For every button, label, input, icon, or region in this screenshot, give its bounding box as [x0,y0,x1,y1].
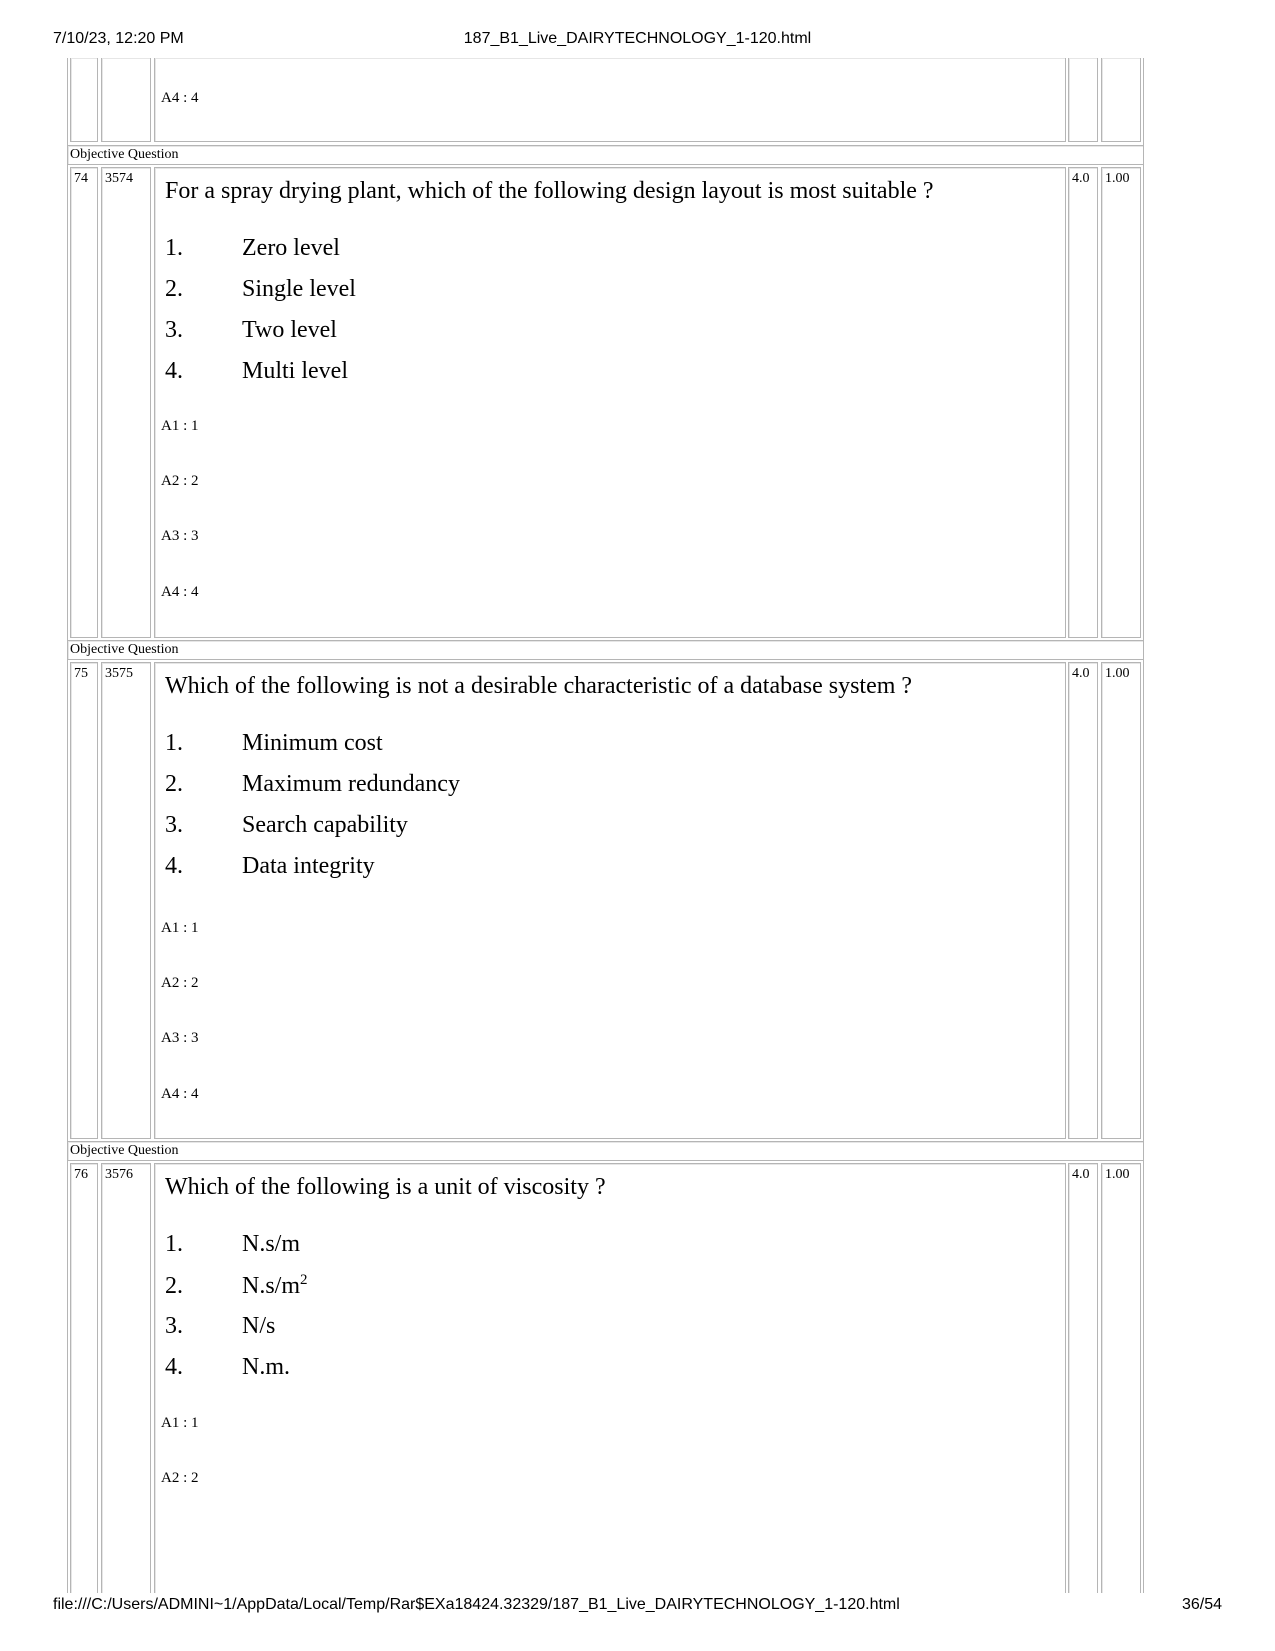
negative-marks-cell [1101,662,1141,1139]
answer-a3: A3 : 3 [161,528,199,544]
option-number: 1. [165,730,183,756]
option-text: N.m. [242,1354,290,1380]
option-number: 3. [165,812,183,838]
sno-cell [70,662,98,1139]
option-1 [165,730,383,757]
serial-number: 74 [74,171,88,186]
question-type-row [67,145,1144,165]
option-text: Search capability [242,812,408,838]
answer-a2: A2 : 2 [161,473,199,489]
question-type-row [67,1141,1144,1161]
option-number: 4. [165,358,183,384]
answer-a1: A1 : 1 [161,1415,199,1431]
answer-a2: A2 : 2 [161,975,199,991]
option-3 [165,317,337,344]
option-text: Minimum cost [242,730,383,756]
marks-cell [1068,662,1098,1139]
option-1 [165,235,340,262]
prev-sno-cell [70,58,98,142]
print-datetime: 7/10/23, 12:20 PM [53,30,184,47]
question-id: 3575 [105,666,133,681]
prev-answer-a4: A4 : 4 [161,90,199,106]
option-2 [165,1272,308,1300]
answer-a1: A1 : 1 [161,418,199,434]
option-number: 2. [165,771,183,797]
serial-number: 75 [74,666,88,681]
negative-marks-value: 1.00 [1105,666,1130,681]
marks-value: 4.0 [1072,666,1090,681]
option-4 [165,1354,290,1381]
option-2 [165,771,460,798]
document-title: 187_B1_Live_DAIRYTECHNOLOGY_1-120.html [463,30,812,47]
option-2 [165,276,356,303]
question-cell [154,1163,1066,1593]
question-type-label: Objective Question [70,1143,179,1158]
option-number: 2. [165,276,183,302]
answer-a1: A1 : 1 [161,920,199,936]
qid-cell [101,167,151,638]
option-number: 3. [165,317,183,343]
option-text: Zero level [242,235,340,261]
question-type-row [67,640,1144,660]
qid-cell [101,662,151,1139]
option-3 [165,812,408,839]
negative-marks-value: 1.00 [1105,1167,1130,1182]
prev-negative-cell [1101,58,1141,142]
serial-number: 76 [74,1167,88,1182]
marks-value: 4.0 [1072,1167,1090,1182]
option-text: N.s/m [242,1273,301,1299]
print-footer [0,1596,1275,1618]
option-4 [165,358,348,385]
question-text: Which of the following is a unit of viscosity ? [165,1174,606,1200]
prev-question-cell [154,58,1066,142]
prev-marks-cell [1068,58,1098,142]
option-number: 1. [165,235,183,261]
marks-value: 4.0 [1072,171,1090,186]
question-type-label: Objective Question [70,642,179,657]
question-cell [154,662,1066,1139]
marks-cell [1068,167,1098,638]
negative-marks-cell [1101,167,1141,638]
prev-qid-cell [101,58,151,142]
print-header [0,30,1275,52]
option-4 [165,853,375,880]
option-text: Single level [242,276,356,302]
option-text: Two level [242,317,337,343]
option-number: 3. [165,1313,183,1339]
answer-a3: A3 : 3 [161,1030,199,1046]
answer-a4: A4 : 4 [161,584,199,600]
file-path: file:///C:/Users/ADMINI~1/AppData/Local/Temp/Rar$EXa18424.32329/187_B1_Live_DAIRYTECHNOLOGY_1-120.html [53,1596,900,1613]
option-text: N.s/m [242,1231,301,1257]
option-number: 4. [165,853,183,879]
option-3 [165,1313,275,1340]
sno-cell [70,167,98,638]
option-number: 2. [165,1273,183,1299]
option-1 [165,1231,300,1258]
negative-marks-cell [1101,1163,1141,1593]
option-text: N/s [242,1313,276,1339]
question-text: For a spray drying plant, which of the following design layout is most suitable ? [165,178,934,204]
page-number: 36/54 [1181,1596,1222,1613]
question-id: 3576 [105,1167,133,1182]
option-text: Multi level [242,358,348,384]
option-number: 1. [165,1231,183,1257]
question-text: Which of the following is not a desirable characteristic of a database system ? [165,673,913,699]
option-superscript: 2 [300,1272,308,1288]
answer-a4: A4 : 4 [161,1086,199,1102]
option-number: 4. [165,1354,183,1380]
option-text: Maximum redundancy [242,771,460,797]
answer-a2: A2 : 2 [161,1470,199,1486]
question-id: 3574 [105,171,133,186]
qid-cell [101,1163,151,1593]
negative-marks-value: 1.00 [1105,171,1130,186]
question-type-label: Objective Question [70,147,179,162]
question-cell [154,167,1066,638]
option-text: Data integrity [242,853,375,879]
sno-cell [70,1163,98,1593]
marks-cell [1068,1163,1098,1593]
